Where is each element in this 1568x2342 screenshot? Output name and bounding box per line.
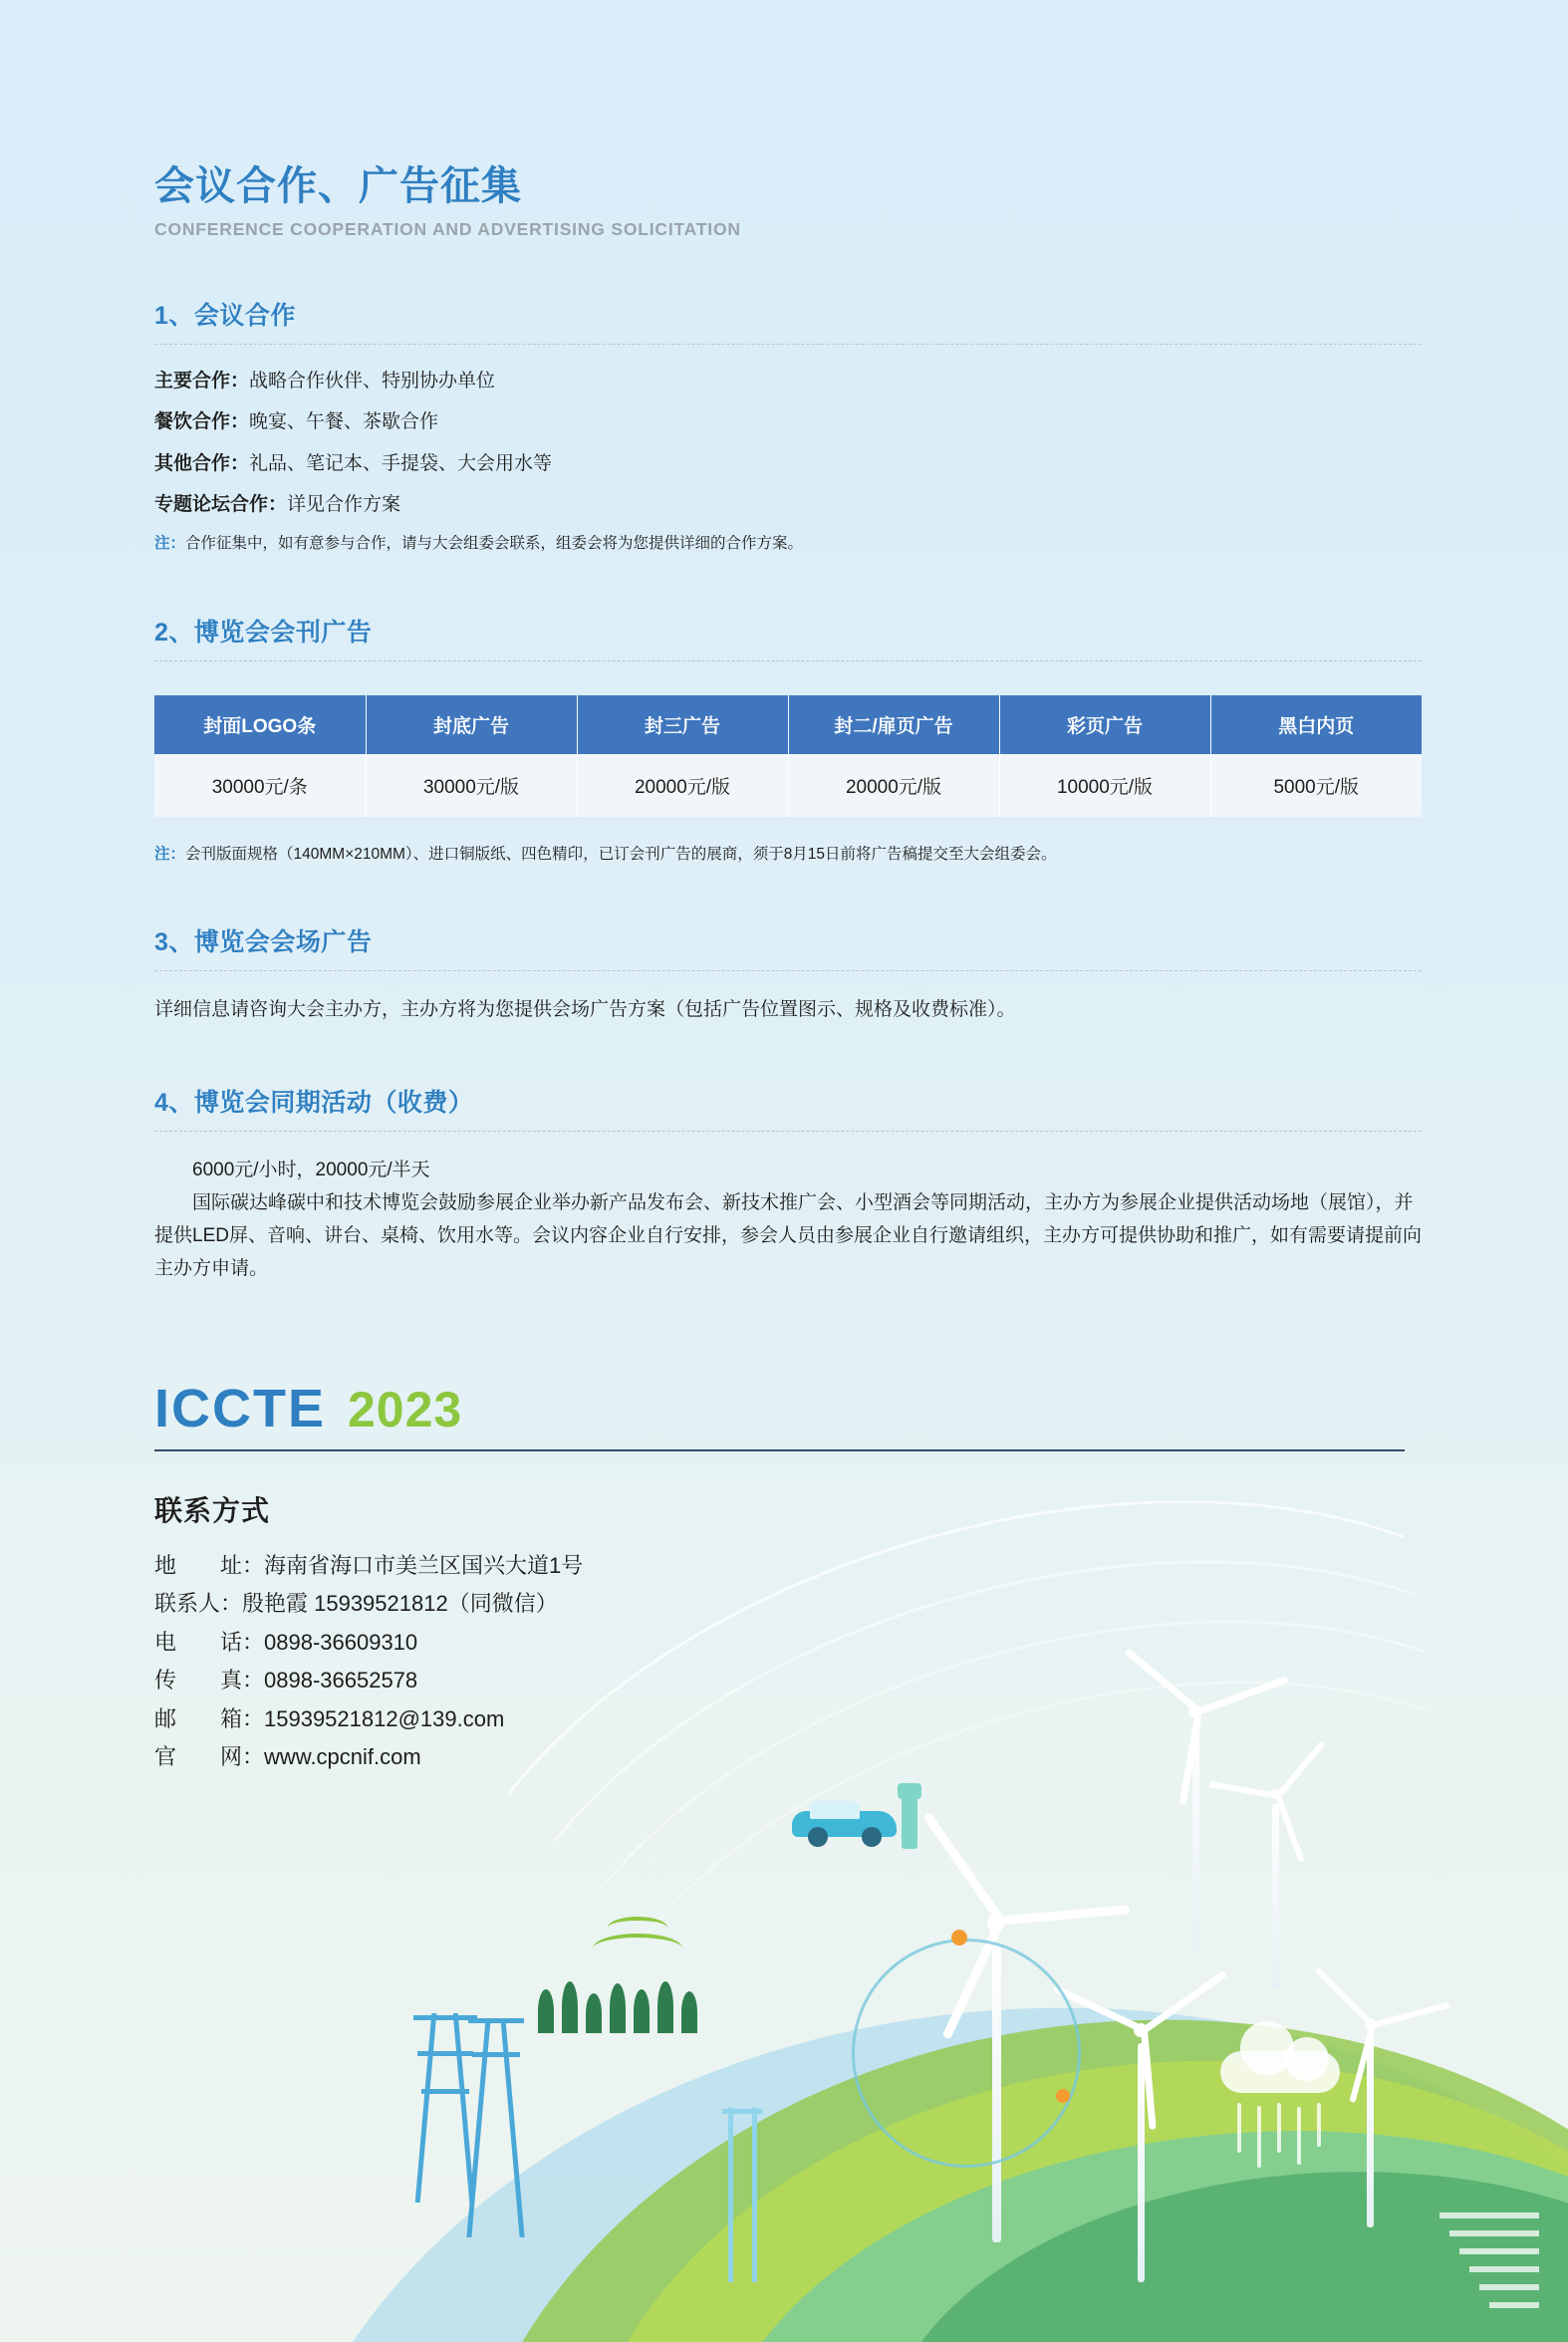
cloud-puff xyxy=(1285,2037,1329,2081)
table-column-header: 封面LOGO条 xyxy=(154,695,366,754)
cooperation-value: 详见合作方案 xyxy=(287,494,401,516)
plant-row-icon xyxy=(538,1973,707,2033)
hill-shape-light-green xyxy=(542,2012,1568,2342)
contact-website: 官 网：www.cpcnif.com xyxy=(154,1744,421,1770)
table-column-header: 彩页广告 xyxy=(999,695,1210,754)
orbit-dot-decoration xyxy=(1056,2089,1070,2103)
electric-car-icon xyxy=(792,1797,897,1849)
contact-address: 地 址：海南省海口市美兰区国兴大道1号 xyxy=(154,1552,584,1578)
hill-shape-green xyxy=(405,1954,1568,2342)
cooperation-value: 礼品、笔记本、手提袋、大会用水等 xyxy=(249,452,553,474)
journal-ads-note xyxy=(154,843,1422,868)
table-column-header: 封二/扉页广告 xyxy=(788,695,999,754)
contact-phone: 电 话：0898-36609310 xyxy=(154,1629,418,1655)
leaf-arc-decoration xyxy=(593,1934,682,1963)
contact-person: 联系人：殷艳霞 15939521812（同微信） xyxy=(154,1591,558,1617)
table-header-row xyxy=(154,695,1422,754)
rain-drop-icon xyxy=(1297,2107,1301,2165)
charging-station-head xyxy=(898,1783,921,1799)
transmission-tower-icon xyxy=(413,1993,477,2203)
orbit-ring-decoration xyxy=(852,1939,1081,2168)
wind-turbine-icon xyxy=(916,1914,1076,2242)
table-cell-price: 20000元/版 xyxy=(577,754,788,817)
concurrent-events-body xyxy=(154,1154,1422,1286)
table-cell-price: 30000元/条 xyxy=(154,754,366,817)
pricing-table xyxy=(154,695,1422,817)
orbit-dot-decoration xyxy=(951,1930,967,1946)
note-marker: 注： xyxy=(154,845,186,863)
table-column-header: 黑白内页 xyxy=(1210,695,1422,754)
section-divider xyxy=(154,1131,1422,1132)
brand-year: 2023 xyxy=(348,1381,463,1437)
section-heading-venue-ads: 3、博览会会场广告 xyxy=(154,928,373,957)
list-item xyxy=(154,490,1422,519)
hill-shape-blue xyxy=(200,1925,1568,2342)
rain-drop-icon xyxy=(1237,2103,1241,2153)
note-text: 会刊版面规格（140MM×210MM）、进口铜版纸、四色精印，已订会刊广告的展商，须于8月15日前将广告稿提交至大会组委会。 xyxy=(185,845,1057,863)
venue-ads-text: 详细信息请咨询大会主办方，主办方将为您提供会场广告方案（包括广告位置图示、规格及收费标准）。 xyxy=(154,999,1016,1021)
footer xyxy=(154,1378,1422,1777)
transmission-tower-icon xyxy=(722,2093,762,2282)
cooperation-value: 战略合作伙伴、特别协办单位 xyxy=(249,371,496,391)
page-subtitle: CONFERENCE COOPERATION AND ADVERTISING SOLICITATION xyxy=(154,219,741,239)
cooperation-key: 其他合作： xyxy=(154,452,250,474)
list-item xyxy=(154,407,1422,436)
cloud-puff xyxy=(1240,2021,1294,2075)
table-column-header: 封三广告 xyxy=(577,695,788,754)
list-item xyxy=(154,449,1422,478)
table-cell-price: 30000元/版 xyxy=(366,754,577,817)
section-heading-cooperation: 1、会议合作 xyxy=(154,302,296,330)
contact-list xyxy=(154,1547,1422,1777)
note-marker: 注： xyxy=(154,534,186,552)
section-divider xyxy=(154,970,1422,971)
section-heading-concurrent-events: 4、博览会同期活动（收费） xyxy=(154,1088,474,1117)
footer-divider xyxy=(154,1449,1405,1451)
cloud-icon xyxy=(1220,2051,1340,2093)
table-column-header: 封底广告 xyxy=(366,695,577,754)
list-item xyxy=(154,367,1422,395)
concurrent-events-description: 国际碳达峰碳中和技术博览会鼓励参展企业举办新产品发布会、新技术推广会、小型酒会等同期活动，主办方为参展企业提供活动场地（展馆），并提供LED屏、音响、讲台、桌椅、饮用水等。会议内容企业自行安排，参会人员由参展企业自行邀请组织，主办方可提供协助和推广，如有需要请提前向主办方申请。 xyxy=(154,1191,1422,1280)
cooperation-list xyxy=(154,367,1422,520)
table-cell-price: 5000元/版 xyxy=(1210,754,1422,817)
hill-shape-teal xyxy=(687,2095,1568,2342)
cooperation-key: 餐饮合作： xyxy=(154,411,250,433)
charging-station-icon xyxy=(902,1793,917,1849)
concurrent-events-price: 6000元/小时，20000元/半天 xyxy=(192,1159,430,1180)
contact-email: 邮 箱：15939521812@139.com xyxy=(154,1705,505,1731)
table-row xyxy=(154,754,1422,817)
wind-turbine-icon xyxy=(1230,1789,1320,1988)
wind-turbine-icon xyxy=(1076,2023,1205,2282)
section-divider xyxy=(154,344,1422,345)
rain-drop-icon xyxy=(1317,2103,1321,2147)
cooperation-value: 晚宴、午餐、茶歇合作 xyxy=(249,411,439,433)
rain-drop-icon xyxy=(1257,2106,1261,2168)
transmission-tower-icon xyxy=(468,1998,524,2237)
brand-logo xyxy=(154,1378,1422,1439)
brand-name: ICCTE xyxy=(154,1378,326,1438)
cooperation-key: 主要合作： xyxy=(154,371,250,391)
hill-shape-dark-green xyxy=(871,2150,1568,2342)
table-cell-price: 20000元/版 xyxy=(788,754,999,817)
dot-grid-decoration xyxy=(1439,2212,1549,2322)
note-text: 合作征集中，如有意参与合作，请与大会组委会联系，组委会将为您提供详细的合作方案。 xyxy=(185,534,804,552)
wind-turbine-icon xyxy=(1315,2018,1425,2227)
cooperation-key: 专题论坛合作： xyxy=(154,494,288,516)
section-heading-journal-ads: 2、博览会会刊广告 xyxy=(154,618,373,647)
page-title: 会议合作、广告征集 xyxy=(154,164,522,208)
leaf-arc-decoration xyxy=(608,1917,667,1939)
contact-heading: 联系方式 xyxy=(154,1494,271,1526)
contact-fax: 传 真：0898-36652578 xyxy=(154,1668,418,1693)
table-cell-price: 10000元/版 xyxy=(999,754,1210,817)
section-divider xyxy=(154,660,1422,661)
cooperation-note xyxy=(154,532,1422,557)
rain-drop-icon xyxy=(1277,2103,1281,2153)
